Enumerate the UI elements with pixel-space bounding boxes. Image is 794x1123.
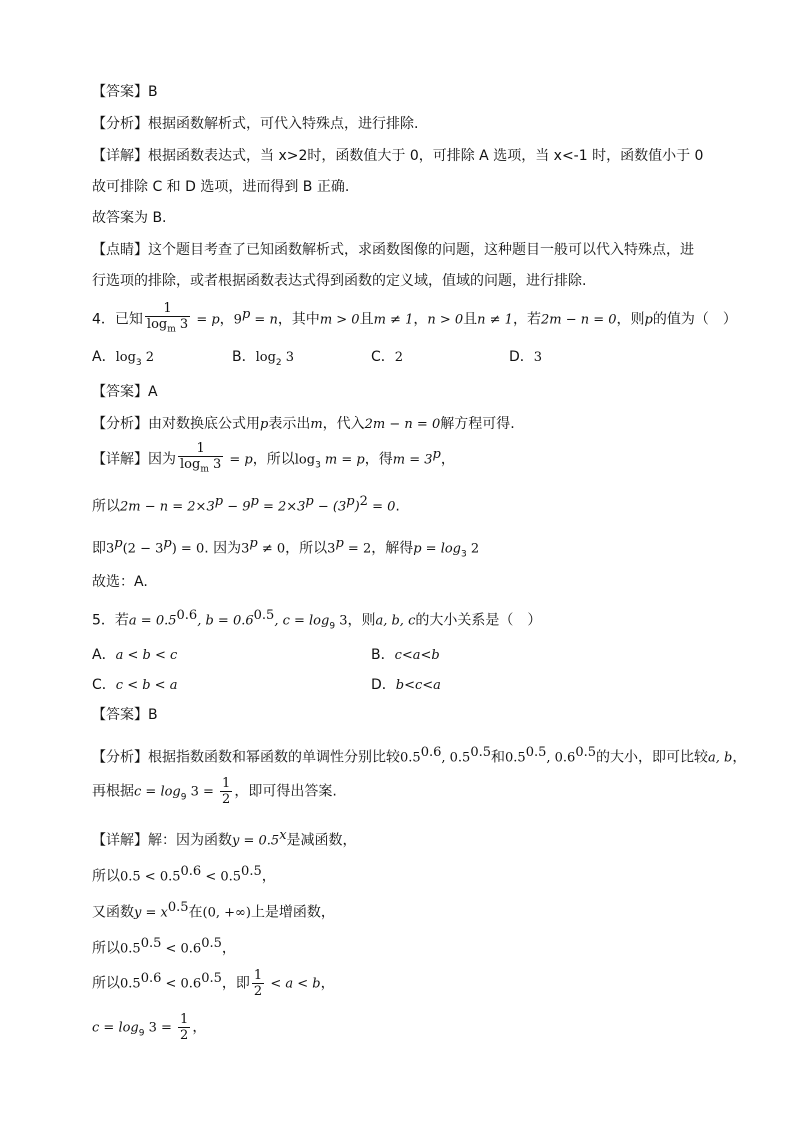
q5-detail: 【详解】解：因为函数$y = 0.5^x$是减函数， — [92, 828, 357, 849]
q4-choose: 故选：A. — [92, 574, 148, 590]
q4-option-d: D．3 — [509, 349, 543, 365]
q5-option-a: A．a < b < c — [92, 647, 178, 663]
q5-detail-line5: 所以$0.5^{0.6} < 0.6^{0.5}$，即 $\frac{1}{2}$ < a < b， — [92, 968, 335, 1000]
q3-detail-line1: 【详解】根据函数表达式，当 x>2时，函数值大于 0，可排除 A 选项，当 x<-1 时，函数值小于 0 — [92, 148, 704, 164]
q5-analysis: 【分析】根据指数函数和幂函数的单调性分别比较$0.5^{0.6}$, $0.5^{0.5}$和$0.5^{0.5}$, $0.6^{0.5}$的大小，即可比较a, b， — [92, 745, 747, 766]
q4-option-c: C．2 — [371, 349, 404, 365]
q5-detail-fraction-1: $\frac{1}{2}$ — [253, 968, 263, 1000]
q4-statement: 4．已知 $\frac{1}{\log_m 3}$ = p，$9^p = n$，其中m > 0且m ≠ 1，n > 0且n ≠ 1，若2m − n = 0，则p的值为（ ） — [92, 300, 737, 338]
q3-comment-line2: 行选项的排除，或者根据函数表达式得到函数的定义域，值域的问题，进行排除. — [92, 273, 587, 289]
q4-detail: 【详解】因为 $\frac{1}{\log_m 3}$ = p，所以$\log_3 m = p$，得$m = 3^p$， — [92, 440, 455, 480]
q5-detail-line3: 又函数$y = x^{0.5}$在(0, +∞)上是增函数， — [92, 900, 335, 921]
q4-option-a: A．$\log_3 2$ — [92, 349, 155, 368]
q5-option-d: D．b<c<a — [371, 677, 441, 693]
q3-answer: 【答案】B — [92, 84, 158, 100]
q5-option-b: B．c<a<b — [371, 647, 440, 663]
q4-analysis: 【分析】由对数换底公式用p表示出m，代入2m − n = 0解方程可得. — [92, 416, 515, 432]
q4-detail-line3: 即$3^p(2 - 3^p) = 0$. 因为$3^p \ne 0$，所以$3^p = 2$，解得$p = \log_3 2$ — [92, 536, 480, 560]
q5-answer: 【答案】B — [92, 707, 158, 723]
q3-analysis: 【分析】根据函数解析式，可代入特殊点，进行排除. — [92, 116, 419, 132]
q3-comment-line1: 【点睛】这个题目考查了已知函数解析式，求函数图像的问题，这种题目一般可以代入特殊点，进 — [92, 242, 694, 258]
q5-option-c: C．c < b < a — [92, 677, 178, 693]
q5-analysis-line2: 再根据$c = \log_9 3$ = $\frac{1}{2}$ ，即可得出答案. — [92, 776, 337, 807]
q4-answer: 【答案】A — [92, 384, 158, 400]
q5-analysis-fraction: $\frac{1}{2}$ — [222, 776, 231, 807]
q5-detail-line2: 所以$0.5 < 0.5^{0.6} < 0.5^{0.5}$， — [92, 864, 276, 885]
q3-detail-line2: 故可排除 C 和 D 选项，进而得到 B 正确. — [92, 179, 350, 195]
q4-option-b: B．$\log_2 3$ — [232, 349, 295, 368]
q5-statement: 5．若$a = 0.5^{0.6}$, $b = 0.6^{0.5}$, $c = \log_9 3$，则a, b, c的大小关系是（ ） — [92, 608, 542, 632]
q5-detail-line4: 所以$0.5^{0.5} < 0.6^{0.5}$， — [92, 936, 236, 957]
q4-detail-line2: 所以$2m - n = 2\times 3^p - 9^p = 2\times 3^p - (3^p)^2 = 0$. — [92, 494, 400, 515]
q5-detail-line6: $c = \log_9 3$ = $\frac{1}{2}$ ， — [92, 1012, 207, 1043]
q5-detail-fraction-2: $\frac{1}{2}$ — [180, 1012, 189, 1043]
q4-fraction: $\frac{1}{\log_m 3}$ — [146, 301, 189, 335]
q3-conclusion: 故答案为 B. — [92, 210, 167, 226]
q4-detail-fraction: $\frac{1}{\log_m 3}$ — [180, 441, 222, 475]
